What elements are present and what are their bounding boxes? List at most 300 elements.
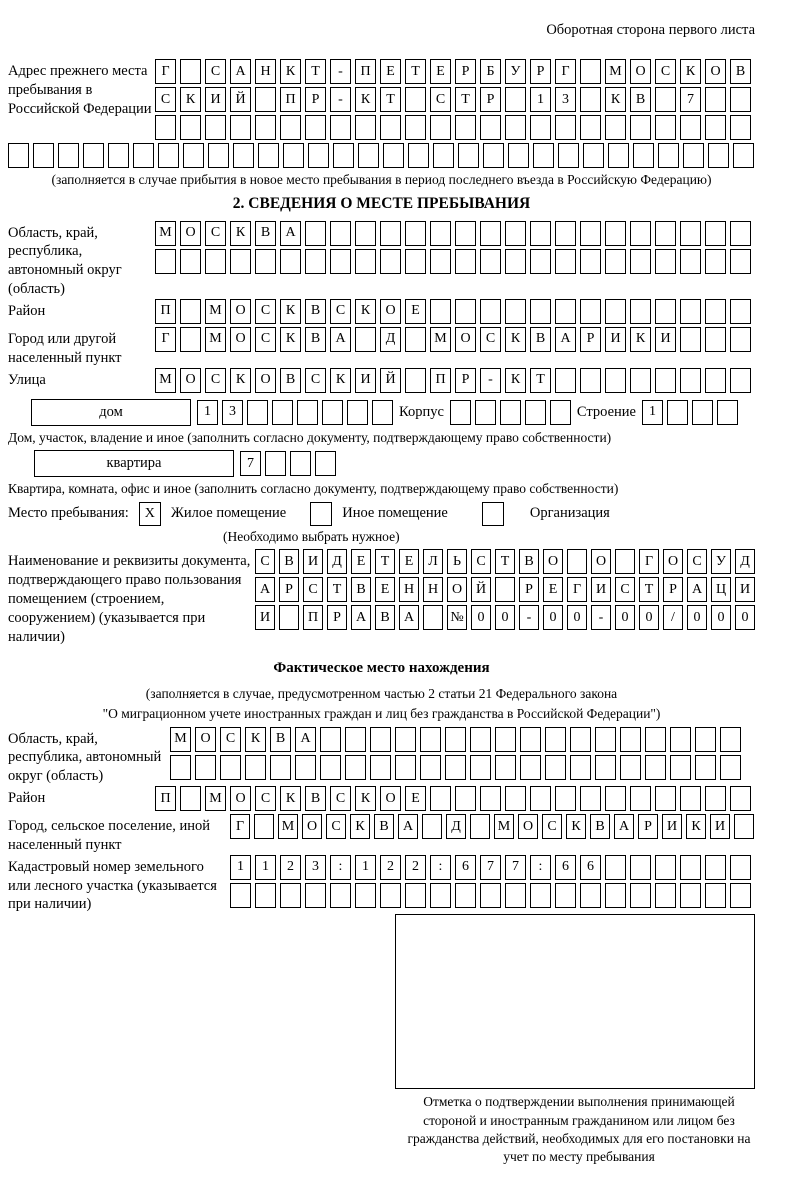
house-box: дом [31,399,191,426]
char-cell: И [303,549,323,574]
char-cell: 0 [543,605,563,630]
char-cell [705,87,726,112]
char-cell [283,143,304,168]
char-cell: 0 [471,605,491,630]
other-premises-checkbox [310,502,332,526]
char-cell: 0 [687,605,707,630]
char-cell: К [280,299,301,324]
char-cell [520,727,541,752]
char-cell: А [399,605,419,630]
char-cell: В [280,368,301,393]
char-cell: Г [555,59,576,84]
char-cell: К [505,327,526,352]
char-cell: П [155,299,176,324]
char-cell [480,883,501,908]
char-cell: 1 [530,87,551,112]
char-cell [305,221,326,246]
char-cell: Р [638,814,658,839]
char-cell: Д [327,549,347,574]
char-cell [180,786,201,811]
char-cell [655,368,676,393]
char-cell [530,115,551,140]
char-cell [180,59,201,84]
char-cell [555,368,576,393]
char-cell [270,755,291,780]
char-cell: 3 [555,87,576,112]
prev-address-field [8,59,755,143]
char-cell: А [614,814,634,839]
char-cell [567,549,587,574]
char-cell: О [447,577,467,602]
char-cell [180,299,201,324]
char-cell [680,249,701,274]
prev-address-row-2 [155,87,755,112]
char-cell: В [374,814,394,839]
char-cell: В [279,549,299,574]
char-cell [730,368,751,393]
char-cell [580,221,601,246]
char-cell: А [230,59,251,84]
char-cell: С [326,814,346,839]
char-cell: Й [471,577,491,602]
char-cell [422,814,442,839]
char-cell [455,786,476,811]
char-cell [580,59,601,84]
char-cell: А [295,727,316,752]
char-cell [380,221,401,246]
cadastre-field [8,855,755,915]
char-cell [630,786,651,811]
street-row [155,368,755,393]
char-cell [655,115,676,140]
char-cell [533,143,554,168]
char-cell: С [471,549,491,574]
char-cell [33,143,54,168]
char-cell [605,221,626,246]
char-cell: 6 [455,855,476,880]
char-cell [455,299,476,324]
char-cell [530,883,551,908]
char-cell [455,221,476,246]
char-cell [8,143,29,168]
char-cell [290,451,311,476]
char-cell: Н [423,577,443,602]
char-cell [370,755,391,780]
char-cell: Д [735,549,755,574]
char-cell: 3 [305,855,326,880]
char-cell: Г [639,549,659,574]
char-cell [525,400,546,425]
other-premises-label: Иное помещение [342,505,448,522]
char-cell: К [686,814,706,839]
char-cell [680,368,701,393]
char-cell: К [230,221,251,246]
char-cell: Г [155,59,176,84]
char-cell [555,786,576,811]
region-cells [155,221,755,277]
city-cells [155,327,755,355]
char-cell [630,368,651,393]
char-cell [255,249,276,274]
char-cell [458,143,479,168]
char-cell: 7 [240,451,261,476]
region2-label: Область, край, республика, автономный округ (область) [8,730,162,785]
char-cell: М [605,59,626,84]
char-cell [230,249,251,274]
char-cell: О [663,549,683,574]
char-cell: К [280,59,301,84]
char-cell: В [305,327,326,352]
char-cell [280,115,301,140]
char-cell: М [155,368,176,393]
char-cell [405,221,426,246]
char-cell: : [530,855,551,880]
char-cell [308,143,329,168]
char-cell: Б [480,59,501,84]
char-cell: С [305,368,326,393]
char-cell [480,786,501,811]
char-cell [355,249,376,274]
char-cell: О [302,814,322,839]
char-cell [730,786,751,811]
char-cell [480,299,501,324]
char-cell [555,299,576,324]
char-cell [170,755,191,780]
char-cell [470,755,491,780]
char-cell [670,755,691,780]
char-cell: В [305,299,326,324]
char-cell: Е [405,299,426,324]
char-cell [695,755,716,780]
stroenie-cells [642,400,738,425]
cadastre-row-1 [230,855,755,880]
char-cell: М [205,786,226,811]
char-cell [108,143,129,168]
char-cell: Н [399,577,419,602]
char-cell [405,368,426,393]
char-cell: 7 [505,855,526,880]
char-cell [708,143,729,168]
char-cell: О [180,221,201,246]
char-cell: С [430,87,451,112]
char-cell [255,87,276,112]
char-cell [705,249,726,274]
char-cell [705,368,726,393]
char-cell [705,299,726,324]
char-cell [370,727,391,752]
char-cell [605,368,626,393]
char-cell [230,115,251,140]
char-cell [630,883,651,908]
char-cell [655,221,676,246]
char-cell [280,249,301,274]
char-cell [620,727,641,752]
char-cell [545,727,566,752]
char-cell [255,883,276,908]
char-cell: И [655,327,676,352]
char-cell [383,143,404,168]
char-cell: О [455,327,476,352]
char-cell: 0 [639,605,659,630]
char-cell [705,786,726,811]
actual-location-caption-2: "О миграционном учете иностранных граждан и лиц без гражданства в Российской Федерации") [102,706,661,722]
district2-label: Район [8,790,46,807]
char-cell: С [155,87,176,112]
char-cell [730,327,751,352]
char-cell: В [530,327,551,352]
char-cell [705,115,726,140]
char-cell [480,115,501,140]
char-cell [580,786,601,811]
char-cell: О [230,327,251,352]
char-cell: Т [495,549,515,574]
char-cell [530,299,551,324]
char-cell [505,883,526,908]
char-cell: Р [480,87,501,112]
char-cell: В [630,87,651,112]
char-cell: 1 [642,400,663,425]
char-cell: Е [375,577,395,602]
char-cell [405,87,426,112]
char-cell [475,400,496,425]
char-cell [530,221,551,246]
char-cell [430,249,451,274]
char-cell [720,727,741,752]
char-cell: О [518,814,538,839]
char-cell: И [605,327,626,352]
char-cell [205,249,226,274]
char-cell: В [590,814,610,839]
char-cell [405,249,426,274]
document-row-3 [255,605,755,630]
char-cell [630,299,651,324]
char-cell: И [735,577,755,602]
char-cell [608,143,629,168]
char-cell: В [255,221,276,246]
char-cell [555,249,576,274]
prev-address-row-1 [155,59,755,84]
char-cell: С [655,59,676,84]
char-cell: 1 [355,855,376,880]
stay-type-label: Место пребывания: [8,505,129,522]
char-cell: Г [567,577,587,602]
char-cell: С [330,299,351,324]
house-cells [197,400,393,425]
char-cell [595,755,616,780]
char-cell [280,883,301,908]
char-cell [655,249,676,274]
char-cell: С [255,549,275,574]
char-cell: И [355,368,376,393]
char-cell: Й [380,368,401,393]
char-cell [655,87,676,112]
char-cell [555,883,576,908]
char-cell: В [305,786,326,811]
char-cell: А [280,221,301,246]
street-label: Улица [8,371,46,388]
char-cell: Р [327,605,347,630]
char-cell: Й [230,87,251,112]
char-cell: Е [399,549,419,574]
char-cell: 7 [480,855,501,880]
char-cell: 1 [197,400,218,425]
char-cell: - [330,87,351,112]
char-cell: У [711,549,731,574]
char-cell: Р [305,87,326,112]
char-cell [615,549,635,574]
char-cell [580,249,601,274]
char-cell: Т [305,59,326,84]
char-cell [630,221,651,246]
char-cell: У [505,59,526,84]
char-cell [470,727,491,752]
char-cell [605,115,626,140]
char-cell: К [355,299,376,324]
char-cell [380,115,401,140]
char-cell: № [447,605,467,630]
char-cell [630,115,651,140]
char-cell: 3 [222,400,243,425]
char-cell [734,814,754,839]
char-cell: 0 [567,605,587,630]
char-cell: К [280,786,301,811]
char-cell [630,249,651,274]
prev-address-caption: (заполняется в случае прибытия в новое место пребывания в период последнего въезда в Российскую Федерацию) [51,172,712,187]
char-cell [680,786,701,811]
char-cell [279,605,299,630]
char-cell [495,755,516,780]
char-cell [320,727,341,752]
char-cell [570,727,591,752]
char-cell: Т [530,368,551,393]
district-field [8,299,755,327]
char-cell: Р [519,577,539,602]
char-cell: К [245,727,266,752]
char-cell: Т [380,87,401,112]
char-cell [705,855,726,880]
char-cell: К [180,87,201,112]
char-cell [505,249,526,274]
region2-row-1 [170,727,755,752]
city-field [8,327,755,368]
char-cell [570,755,591,780]
char-cell [470,814,490,839]
char-cell [380,883,401,908]
char-cell: О [630,59,651,84]
cadastre-cells [230,855,755,911]
char-cell [730,883,751,908]
city2-row [230,814,755,839]
region2-cells [170,727,755,783]
char-cell: 7 [680,87,701,112]
char-cell [730,115,751,140]
char-cell [680,115,701,140]
char-cell: Н [255,59,276,84]
char-cell [645,727,666,752]
char-cell [305,249,326,274]
char-cell: Е [351,549,371,574]
char-cell [680,327,701,352]
char-cell: С [255,299,276,324]
char-cell [605,883,626,908]
char-cell: Е [430,59,451,84]
char-cell: К [630,327,651,352]
document-cells [255,549,755,633]
char-cell: О [591,549,611,574]
char-cell: М [170,727,191,752]
char-cell [58,143,79,168]
district2-cells [155,786,755,814]
char-cell [680,221,701,246]
char-cell [495,727,516,752]
char-cell [455,883,476,908]
city2-label: Город, сельское поселение, иной населенный пункт [8,818,211,853]
char-cell [500,400,521,425]
char-cell [355,327,376,352]
char-cell [550,400,571,425]
char-cell [355,115,376,140]
char-cell [245,755,266,780]
char-cell: А [351,605,371,630]
char-cell [405,327,426,352]
char-cell: М [205,299,226,324]
char-cell: С [205,221,226,246]
char-cell: И [255,605,275,630]
char-cell: С [205,59,226,84]
apartment-cells [240,451,336,476]
char-cell [315,451,336,476]
document-field [8,549,755,646]
char-cell [530,249,551,274]
char-cell: Е [543,577,563,602]
stay-type-caption: (Необходимо выбрать нужное) [223,528,400,544]
char-cell [717,400,738,425]
region-field [8,221,755,299]
char-cell [347,400,368,425]
char-cell [395,755,416,780]
char-cell: Ь [447,549,467,574]
char-cell [730,249,751,274]
char-cell [580,883,601,908]
char-cell: : [430,855,451,880]
char-cell [155,249,176,274]
char-cell: С [255,786,276,811]
char-cell [405,883,426,908]
char-cell [158,143,179,168]
char-cell [455,249,476,274]
char-cell [655,855,676,880]
char-cell: Л [423,549,443,574]
char-cell [605,786,626,811]
char-cell: О [230,299,251,324]
char-cell: М [278,814,298,839]
house-field [8,399,755,426]
residential-label: Жилое помещение [170,505,287,522]
char-cell [420,727,441,752]
char-cell [380,249,401,274]
char-cell: Ц [711,577,731,602]
char-cell: 1 [255,855,276,880]
char-cell [330,883,351,908]
char-cell: - [519,605,539,630]
char-cell [205,115,226,140]
char-cell: Т [639,577,659,602]
char-cell [630,855,651,880]
cadastre-label: Кадастровый номер земельного или лесного участка (указывается при наличии) [8,858,217,913]
char-cell [358,143,379,168]
char-cell [633,143,654,168]
char-cell: М [155,221,176,246]
